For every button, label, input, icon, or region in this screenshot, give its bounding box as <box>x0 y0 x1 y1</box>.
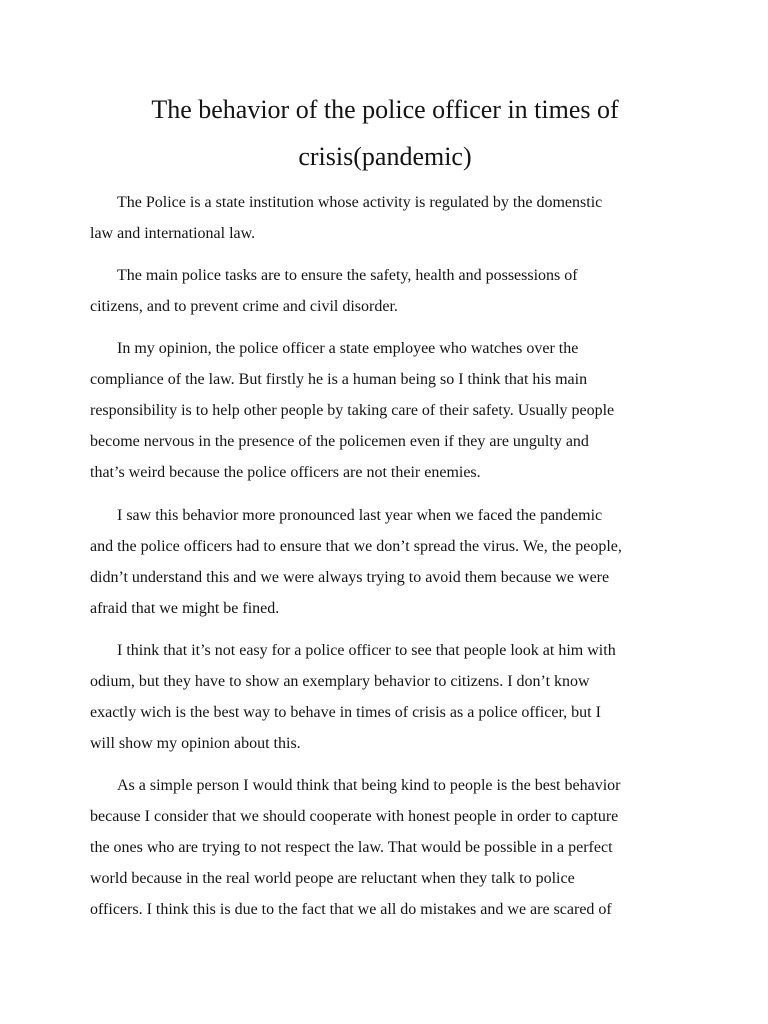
text-line: because I consider that we should cooperate with honest people in order to capture <box>90 808 619 825</box>
text-line: didn’t understand this and we were always trying to avoid them because we were <box>90 569 610 586</box>
text-line: the ones who are trying to not respect the law. That would be possible in a perfect <box>90 839 613 856</box>
paragraph-kindness <box>90 770 680 925</box>
text-line: As a simple person I would think that being kind to people is the best behavior <box>117 777 621 794</box>
document-title <box>90 86 680 180</box>
text-line: exactly wich is the best way to behave in times of crisis as a police officer, but I <box>90 704 601 721</box>
text-line: In my opinion, the police officer a state employee who watches over the <box>117 340 579 357</box>
paragraph-pandemic-behavior <box>90 500 680 624</box>
text-line: The Police is a state institution whose activity is regulated by the domenstic <box>117 194 603 211</box>
paragraph-police-tasks <box>90 260 680 322</box>
text-line: The main police tasks are to ensure the safety, health and possessions of <box>117 267 578 284</box>
text-line: I saw this behavior more pronounced last year when we faced the pandemic <box>117 507 603 524</box>
paragraph-police-institution <box>90 187 680 249</box>
text-line: become nervous in the presence of the policemen even if they are ungulty and <box>90 433 589 450</box>
text-line: odium, but they have to show an exemplary behavior to citizens. I don’t know <box>90 673 590 690</box>
text-line: officers. I think this is due to the fact that we all do mistakes and we are scared of <box>90 901 612 918</box>
text-line: responsibility is to help other people by taking care of their safety. Usually people <box>90 402 615 419</box>
title-line: crisis(pandemic) <box>298 142 472 171</box>
text-line: will show my opinion about this. <box>90 735 301 752</box>
text-line: citizens, and to prevent crime and civil disorder. <box>90 298 398 315</box>
text-line: I think that it’s not easy for a police officer to see that people look at him with <box>117 642 616 659</box>
title-line: The behavior of the police officer in times of <box>151 95 619 124</box>
text-line: law and international law. <box>90 225 256 242</box>
paragraph-opinion <box>90 333 680 488</box>
paragraph-exemplary-behavior <box>90 635 680 759</box>
text-line: and the police officers had to ensure that we don’t spread the virus. We, the people, <box>90 538 622 555</box>
text-line: compliance of the law. But firstly he is a human being so I think that his main <box>90 371 588 388</box>
text-line: that’s weird because the police officers are not their enemies. <box>90 464 481 481</box>
text-line: afraid that we might be fined. <box>90 600 280 617</box>
text-line: world because in the real world peope are reluctant when they talk to police <box>90 870 575 887</box>
